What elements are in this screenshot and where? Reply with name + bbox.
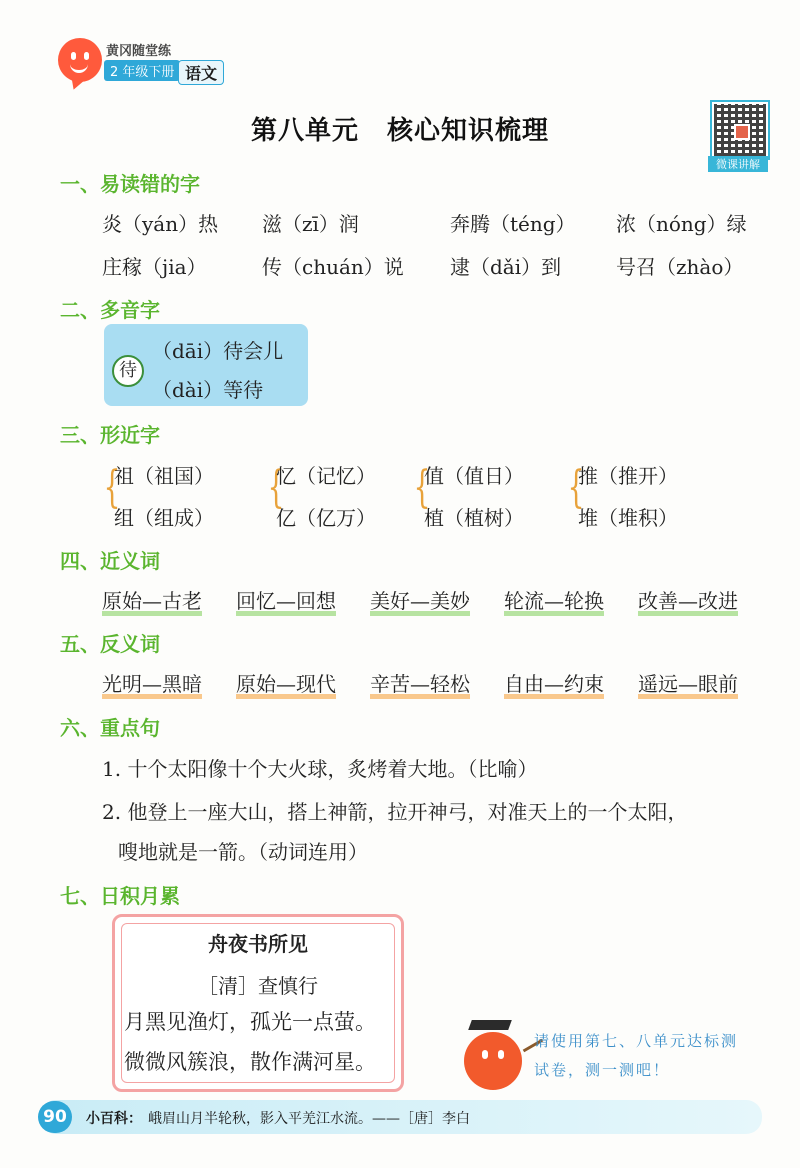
easy-char-item: 滋（zī）润 (262, 212, 359, 236)
similar-char-item: 祖（祖国） (114, 464, 214, 488)
synonym-pair: 原始—古老 (102, 585, 202, 616)
easy-char-item: 庄稼（jia） (102, 255, 207, 279)
brace-icon: { (413, 462, 431, 513)
grade-label: 2 年级下册 (104, 60, 180, 81)
subject-label: 语文 (178, 60, 224, 85)
brace-icon: { (567, 462, 585, 513)
key-sentence-continued: 嗖地就是一箭。（动词连用） (118, 840, 368, 864)
similar-char-item: 值（值日） (424, 464, 524, 488)
easy-char-item: 号召（zhào） (616, 255, 744, 279)
qr-label: 微课讲解 (708, 156, 768, 172)
title-unit: 第八单元 (250, 116, 359, 146)
antonym-pair: 遥远—眼前 (638, 668, 738, 699)
mascot-speech-line: 试卷，测一测吧！ (534, 1061, 671, 1079)
easy-char-item: 炎（yán）热 (102, 212, 219, 236)
similar-char-item: 忆（记忆） (276, 464, 376, 488)
antonym-pair: 原始—现代 (236, 668, 336, 699)
mascot-speech-line: 请使用第七、八单元达标测 (534, 1032, 739, 1050)
polyphone-char: 待 (112, 355, 144, 387)
similar-char-item: 组（组成） (114, 506, 214, 530)
section-heading-easy-chars: 一、易读错的字 (60, 172, 200, 196)
polyphone-reading: （dāi）待会儿 (152, 339, 284, 363)
title-topic: 核心知识梳理 (387, 116, 550, 146)
footer-label: 小百科： (86, 1111, 142, 1127)
page-number: 90 (38, 1101, 72, 1133)
graduation-cap-icon (468, 1020, 512, 1030)
page-title (0, 110, 800, 147)
qr-code[interactable] (710, 100, 770, 160)
brace-icon: { (103, 462, 121, 513)
section-heading-key-sentences: 六、重点句 (60, 716, 160, 740)
footer-note (86, 1108, 470, 1128)
brand-logo-icon (58, 38, 102, 82)
synonym-pair: 回忆—回想 (236, 585, 336, 616)
easy-char-item: 浓（nóng）绿 (616, 212, 747, 236)
synonym-pair: 改善—改进 (638, 585, 738, 616)
section-heading-daily-accumulation: 七、日积月累 (60, 884, 180, 908)
section-heading-polyphone: 二、多音字 (60, 298, 160, 322)
easy-char-item: 奔腾（téng） (450, 212, 576, 236)
section-heading-synonyms: 四、近义词 (60, 549, 160, 573)
polyphone-reading: （dài）等待 (152, 378, 264, 402)
poem-line: 月黑见渔灯，孤光一点萤。 (124, 1010, 376, 1034)
key-sentence: 1. 十个太阳像十个大火球，炙烤着大地。（比喻） (102, 757, 538, 781)
mascot-speech (534, 1030, 738, 1080)
similar-char-item: 推（推开） (578, 464, 678, 488)
series-name: 黄冈随堂练 (106, 44, 172, 59)
easy-char-item: 逮（dǎi）到 (450, 255, 562, 279)
brace-icon: { (267, 462, 285, 513)
synonym-pair: 轮流—轮换 (504, 585, 604, 616)
section-heading-similar-chars: 三、形近字 (60, 423, 160, 447)
footer-quote: 峨眉山月半轮秋，影入平羌江水流。——［唐］李白 (148, 1111, 470, 1127)
poem-line: 微微风簇浪，散作满河星。 (124, 1050, 376, 1074)
poem-author: ［清］查慎行 (198, 974, 318, 998)
similar-char-item: 堆（堆积） (578, 506, 678, 530)
mascot-icon (464, 1032, 522, 1090)
antonym-pair: 辛苦—轻松 (370, 668, 470, 699)
key-sentence: 2. 他登上一座大山，搭上神箭，拉开神弓，对准天上的一个太阳， (102, 800, 688, 824)
poem-title: 舟夜书所见 (208, 932, 308, 956)
section-heading-antonyms: 五、反义词 (60, 632, 160, 656)
easy-char-item: 传（chuán）说 (262, 255, 404, 279)
synonym-pair: 美好—美妙 (370, 585, 470, 616)
antonym-pair: 自由—约束 (504, 668, 604, 699)
similar-char-item: 植（植树） (424, 506, 524, 530)
similar-char-item: 亿（亿万） (276, 506, 376, 530)
antonym-pair: 光明—黑暗 (102, 668, 202, 699)
